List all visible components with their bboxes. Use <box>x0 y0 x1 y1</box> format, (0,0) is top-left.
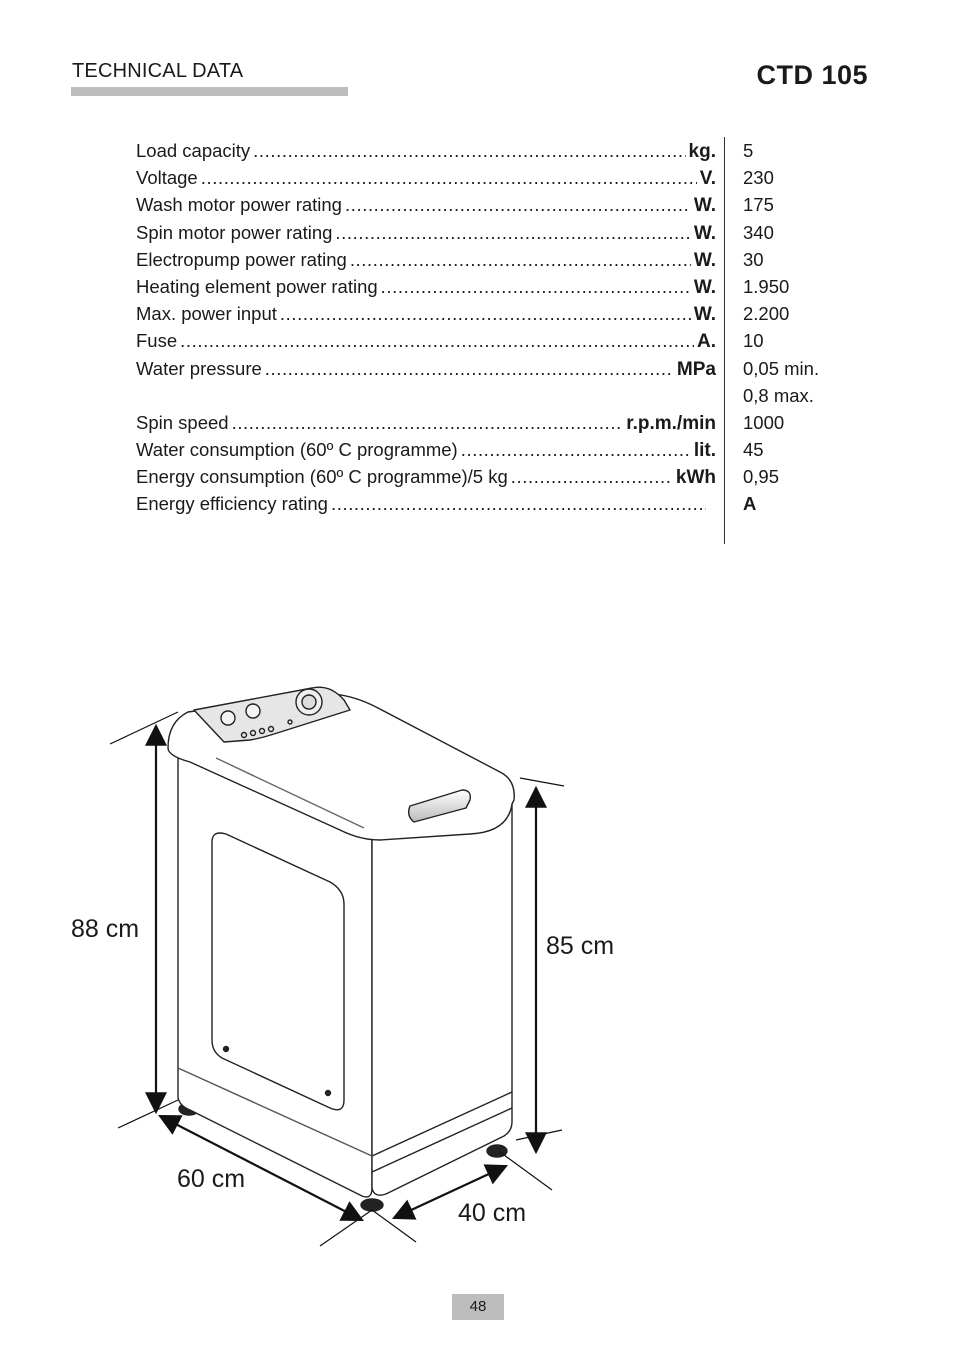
spec-value: 30 <box>743 248 764 270</box>
page-number: 48 <box>452 1294 504 1320</box>
spec-label: Water pressure <box>136 357 262 379</box>
spec-unit: A. <box>697 331 716 353</box>
spec-unit: W. <box>693 304 716 326</box>
spec-label: Voltage <box>136 167 198 189</box>
spec-label: Spin speed <box>136 411 229 433</box>
spec-value: 340 <box>743 221 774 243</box>
spec-unit: lit. <box>693 440 716 462</box>
dimension-label-depth: 60 cm <box>177 1165 246 1193</box>
spec-label: Heating element power rating <box>136 275 378 297</box>
spec-unit: kWh <box>675 467 716 489</box>
spec-label: Wash motor power rating <box>136 194 342 216</box>
spec-unit: W. <box>693 195 716 217</box>
spec-label: Energy efficiency rating <box>136 493 328 515</box>
spec-label: Water consumption (60º C programme) <box>136 439 458 461</box>
spec-unit: W. <box>693 249 716 271</box>
spec-label: Max. power input <box>136 303 277 325</box>
spec-label: Energy consumption (60º C programme)/5 kg <box>136 466 508 488</box>
small-knob <box>246 704 260 718</box>
small-knob <box>221 711 235 725</box>
spec-value: 0,95 <box>743 466 780 488</box>
spec-value: 0,8 max. <box>743 384 814 406</box>
model-name: CTD 105 <box>756 60 868 90</box>
spec-value: 1.950 <box>743 275 790 297</box>
machine-side-face <box>372 800 512 1195</box>
spec-value: 230 <box>743 167 774 189</box>
spec-value: 45 <box>743 439 764 461</box>
spec-label: Load capacity <box>136 140 251 161</box>
spec-label: Fuse <box>136 330 178 352</box>
spec-value: A <box>743 493 757 515</box>
spec-unit: W. <box>693 276 716 298</box>
spec-value: 5 <box>743 140 754 161</box>
spec-label: Spin motor power rating <box>136 221 333 243</box>
spec-unit: V. <box>699 168 716 190</box>
spec-unit: r.p.m./min <box>626 412 716 434</box>
header-title: TECHNICAL DATA <box>72 60 244 82</box>
spec-unit: W. <box>693 222 716 244</box>
spec-unit: MPa <box>676 358 716 380</box>
spec-value: 10 <box>743 330 764 352</box>
spec-value: 1000 <box>743 411 785 433</box>
spec-unit: kg. <box>688 141 716 162</box>
spec-value: 2.200 <box>743 303 790 325</box>
dimension-label-height-total: 88 cm <box>71 915 140 943</box>
dimension-label-width: 40 cm <box>458 1199 527 1227</box>
machine-foot <box>361 1199 383 1211</box>
dimension-label-height-body: 85 cm <box>546 932 615 960</box>
spec-value: 0,05 min. <box>743 357 820 379</box>
spec-value: 175 <box>743 194 774 216</box>
spec-label: Electropump power rating <box>136 248 347 270</box>
